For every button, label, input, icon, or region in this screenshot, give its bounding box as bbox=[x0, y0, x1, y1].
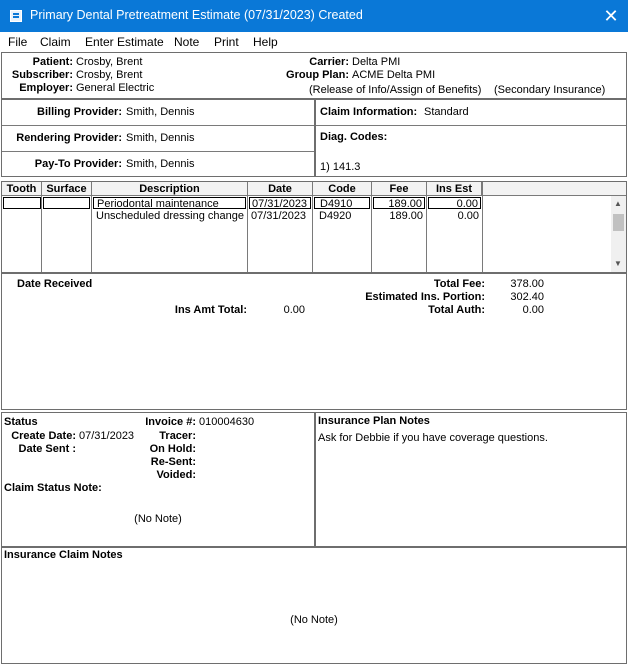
status-panel bbox=[1, 412, 315, 547]
insurance-plan-notes-panel bbox=[315, 412, 627, 547]
cell-date[interactable]: 07/31/2023 bbox=[251, 210, 307, 222]
col-header-date[interactable]: Date bbox=[248, 182, 313, 196]
cell-code[interactable]: D4910 bbox=[314, 197, 370, 209]
group-plan-label: Group Plan: bbox=[286, 69, 349, 81]
col-header-surface[interactable]: Surface bbox=[42, 182, 92, 196]
providers-panel bbox=[1, 99, 315, 177]
secondary-insurance-note: (Secondary Insurance) bbox=[494, 84, 606, 96]
billing-provider-value: Smith, Dennis bbox=[126, 106, 195, 118]
col-header-ins-est[interactable]: Ins Est bbox=[427, 182, 482, 196]
rendering-provider-value: Smith, Dennis bbox=[126, 132, 195, 144]
cell-fee[interactable]: 189.00 bbox=[389, 210, 423, 222]
menu-file[interactable]: File bbox=[8, 35, 28, 49]
cell-ins-est[interactable]: 0.00 bbox=[428, 197, 481, 209]
menu-bar bbox=[0, 32, 628, 52]
date-received-label: Date Received bbox=[17, 278, 93, 290]
cell-ins-est[interactable]: 0.00 bbox=[457, 210, 479, 222]
cell-description[interactable]: Periodontal maintenance bbox=[93, 197, 246, 209]
date-sent-label: Date Sent : bbox=[18, 443, 76, 455]
estimated-ins-portion-label: Estimated Ins. Portion: bbox=[365, 291, 485, 303]
menu-help[interactable]: Help bbox=[253, 35, 278, 49]
payto-provider-label: Pay-To Provider: bbox=[34, 158, 122, 170]
ins-amt-total-value: 0.00 bbox=[283, 304, 305, 316]
insurance-claim-notes-panel bbox=[1, 547, 627, 664]
create-date-label: Create Date: bbox=[11, 430, 76, 442]
ins-amt-total-label: Ins Amt Total: bbox=[174, 304, 247, 316]
window-title: Primary Dental Pretreatment Estimate (07/31/2023) Created bbox=[30, 8, 363, 22]
patient-value: Crosby, Brent bbox=[76, 56, 143, 68]
claim-information-label: Claim Information: bbox=[320, 106, 418, 118]
cell-code[interactable]: D4920 bbox=[319, 210, 352, 222]
billing-provider-label: Billing Provider: bbox=[37, 106, 122, 118]
cell-surface[interactable] bbox=[43, 210, 90, 222]
cell-surface[interactable] bbox=[43, 197, 90, 209]
close-icon[interactable]: ✕ bbox=[603, 6, 619, 26]
menu-claim[interactable]: Claim bbox=[40, 35, 71, 49]
scroll-down-icon[interactable]: ▼ bbox=[614, 259, 622, 268]
payto-provider-value: Smith, Dennis bbox=[126, 158, 195, 170]
total-auth-value: 0.00 bbox=[522, 304, 544, 316]
claim-status-note-text: (No Note) bbox=[134, 513, 182, 525]
cell-fee[interactable]: 189.00 bbox=[373, 197, 425, 209]
grid-header bbox=[2, 182, 626, 196]
insurance-claim-notes-text: (No Note) bbox=[290, 614, 338, 626]
cell-tooth[interactable] bbox=[3, 197, 41, 209]
invoice-label: Invoice #: bbox=[145, 416, 196, 428]
group-plan-value: ACME Delta PMI bbox=[352, 69, 436, 81]
patient-info-panel bbox=[1, 52, 627, 99]
re-sent-label: Re-Sent: bbox=[150, 456, 196, 468]
divider bbox=[316, 125, 626, 126]
totals-panel bbox=[1, 273, 627, 410]
claim-information-value: Standard bbox=[424, 106, 469, 118]
claim-info-panel bbox=[315, 99, 627, 177]
divider bbox=[2, 151, 314, 152]
voided-label: Voided: bbox=[156, 469, 196, 481]
carrier-value: Delta PMI bbox=[352, 56, 401, 68]
divider bbox=[2, 125, 314, 126]
diag-code-value: 1) 141.3 bbox=[320, 161, 361, 173]
patient-label: Patient: bbox=[32, 56, 73, 68]
rendering-provider-label: Rendering Provider: bbox=[16, 132, 122, 144]
cell-description[interactable]: Unscheduled dressing change bbox=[96, 210, 244, 222]
release-of-info-note: (Release of Info/Assign of Benefits) bbox=[309, 84, 482, 96]
cell-date[interactable]: 07/31/2023 bbox=[249, 197, 311, 209]
col-header-fee[interactable]: Fee bbox=[372, 182, 427, 196]
menu-enter-estimate[interactable]: Enter Estimate bbox=[85, 35, 164, 49]
title-bar bbox=[0, 0, 628, 32]
employer-label: Employer: bbox=[19, 82, 73, 94]
tracer-label: Tracer: bbox=[159, 430, 196, 442]
scroll-up-icon[interactable]: ▲ bbox=[614, 199, 622, 208]
total-fee-value: 378.00 bbox=[510, 278, 544, 290]
subscriber-label: Subscriber: bbox=[11, 69, 73, 81]
status-label: Status bbox=[4, 416, 38, 428]
diag-codes-label: Diag. Codes: bbox=[320, 131, 388, 143]
employer-value: General Electric bbox=[76, 82, 155, 94]
procedures-scrollbar[interactable] bbox=[611, 196, 626, 272]
procedures-grid bbox=[1, 181, 627, 273]
column-separator bbox=[482, 182, 483, 272]
app-icon bbox=[10, 10, 22, 22]
insurance-plan-notes-label: Insurance Plan Notes bbox=[318, 415, 430, 427]
subscriber-value: Crosby, Brent bbox=[76, 69, 143, 81]
scrollbar-thumb[interactable] bbox=[613, 214, 624, 231]
estimated-ins-portion-value: 302.40 bbox=[510, 291, 544, 303]
total-auth-label: Total Auth: bbox=[428, 304, 485, 316]
col-header-description[interactable]: Description bbox=[92, 182, 248, 196]
table-row[interactable] bbox=[2, 197, 483, 210]
create-date-value: 07/31/2023 bbox=[79, 430, 135, 442]
col-header-tooth[interactable]: Tooth bbox=[2, 182, 42, 196]
carrier-label: Carrier: bbox=[309, 56, 349, 68]
insurance-claim-notes-label: Insurance Claim Notes bbox=[4, 549, 123, 561]
claim-status-note-label: Claim Status Note: bbox=[4, 482, 102, 494]
cell-tooth[interactable] bbox=[3, 210, 41, 222]
on-hold-label: On Hold: bbox=[149, 443, 196, 455]
insurance-plan-notes-text: Ask for Debbie if you have coverage questions. bbox=[318, 432, 548, 444]
col-header-code[interactable]: Code bbox=[313, 182, 372, 196]
invoice-value: 010004630 bbox=[199, 416, 255, 428]
table-row[interactable] bbox=[2, 210, 483, 223]
menu-print[interactable]: Print bbox=[214, 35, 239, 49]
menu-note[interactable]: Note bbox=[174, 35, 200, 49]
total-fee-label: Total Fee: bbox=[433, 278, 485, 290]
